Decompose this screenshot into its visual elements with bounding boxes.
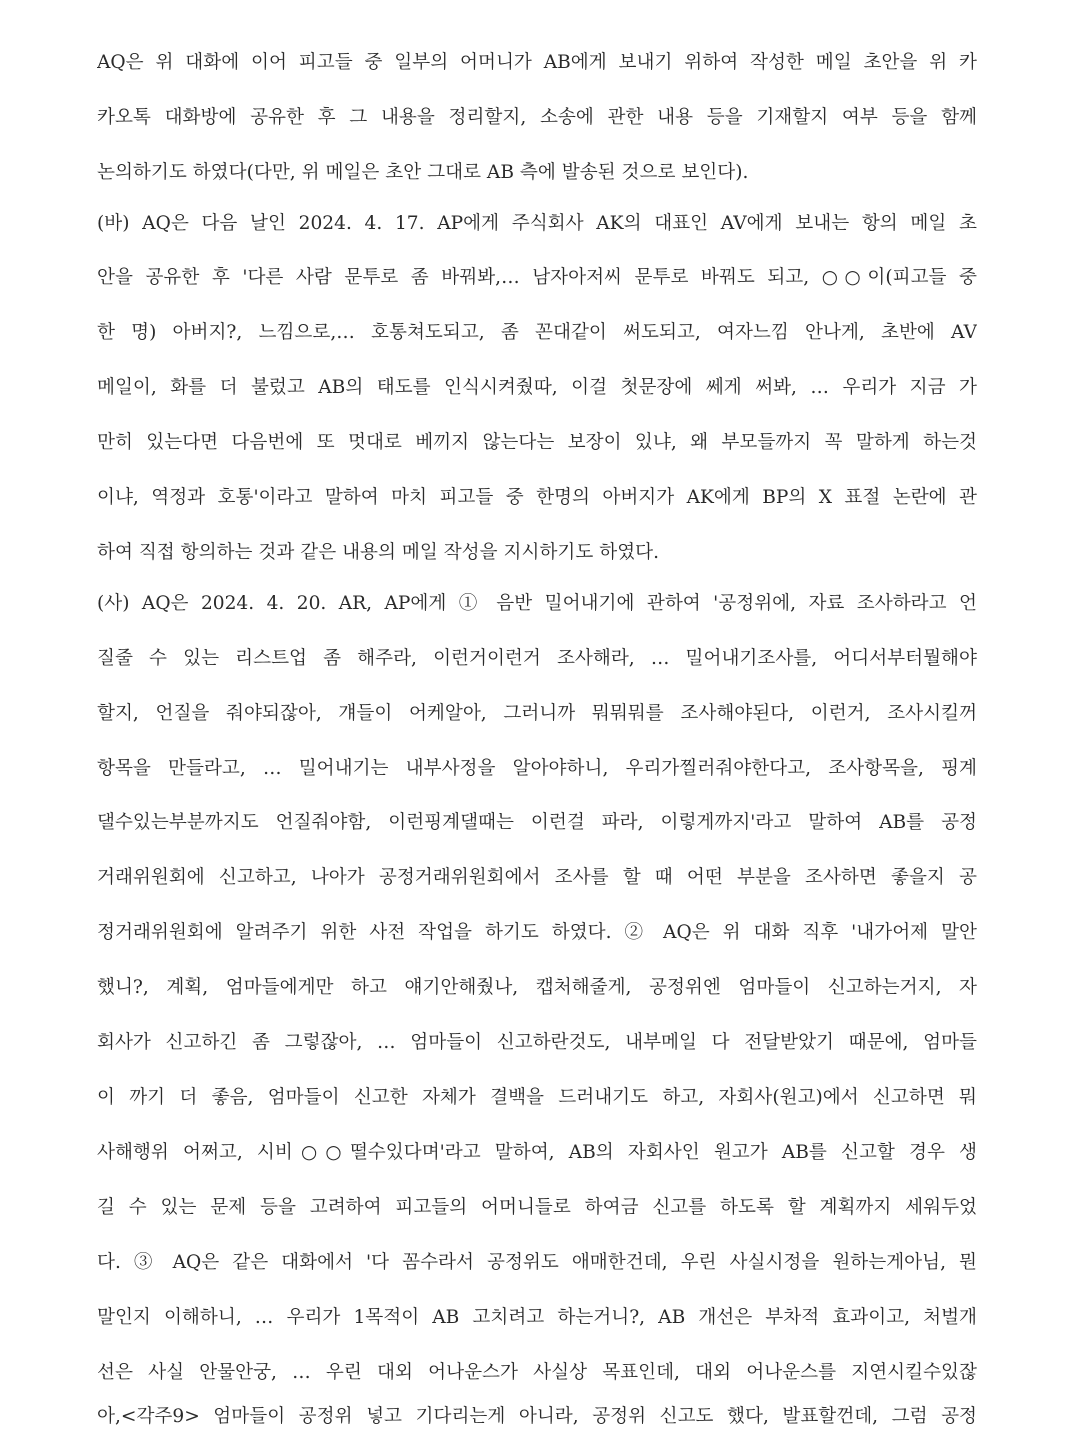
text-line: 말인지 이해하니, … 우리가 1목적이 AB 고치려고 하는거니?, AB 개선은 부차적 효과이고, 처벌개: [97, 1307, 977, 1328]
text-line: 했니?, 계획, 엄마들에게만 하고 얘기안해줬나, 캡처해줄게, 공정위엔 엄마들이 신고하는거지, 자: [97, 977, 977, 998]
text-line: 질줄 수 있는 리스트업 좀 해주라, 이런거이런거 조사해라, … 밀어내기조사를, 어디서부터뭘해야: [97, 648, 977, 669]
text-line: 하여 직접 항의하는 것과 같은 내용의 메일 작성을 지시하기도 하였다.: [97, 542, 660, 563]
text-line: (사) AQ은 2024. 4. 20. AR, AP에게 ① 음반 밀어내기에 관하여 '공정위에, 자료 조사하라고 언: [97, 593, 977, 614]
text-line: 메일이, 화를 더 불렀고 AB의 태도를 인식시켜줬따, 이걸 첫문장에 쎄게 써봐, … 우리가 지금 가: [97, 377, 977, 398]
text-line: 댈수있는부분까지도 언질줘야함, 이런핑계댈때는 이런걸 파라, 이렇게까지'라고 말하여 AB를 공정: [97, 812, 977, 833]
text-line: 정거래위원회에 알려주기 위한 사전 작업을 하기도 하였다. ② AQ은 위 대화 직후 '내가어제 말안: [97, 922, 977, 943]
text-line: 할지, 언질을 줘야되잖아, 걔들이 어케알아, 그러니까 뭐뭐뭐를 조사해야된다, 이런거, 조사시킬꺼: [97, 703, 977, 724]
text-line: 이 까기 더 좋음, 엄마들이 신고한 자체가 결백을 드러내기도 하고, 자회사(원고)에서 신고하면 뭐: [97, 1087, 977, 1108]
text-line: 선은 사실 안물안궁, … 우린 대외 어나운스가 사실상 목표인데, 대외 어나운스를 지연시킬수있잖: [97, 1362, 977, 1383]
text-line: 카오톡 대화방에 공유한 후 그 내용을 정리할지, 소송에 관한 내용 등을 기재할지 여부 등을 함께: [97, 107, 977, 128]
text-line: 안을 공유한 후 '다른 사람 문투로 좀 바꿔봐,… 남자아저씨 문투로 바꿔도 되고, ○○이(피고들 중: [97, 267, 977, 288]
text-line: 만히 있는다면 다음번에 또 멋대로 베끼지 않는다는 보장이 있냐, 왜 부모들까지 꼭 말하게 하는것: [97, 432, 977, 453]
text-line: 다. ③ AQ은 같은 대화에서 '다 꼼수라서 공정위도 애매한건데, 우린 사실시정을 원하는게아님, 뭔: [97, 1252, 977, 1273]
text-line: AQ은 위 대화에 이어 피고들 중 일부의 어머니가 AB에게 보내기 위하여 작성한 메일 초안을 위 카: [97, 52, 977, 73]
text-line: 논의하기도 하였다(다만, 위 메일은 초안 그대로 AB 측에 발송된 것으로 보인다).: [97, 162, 749, 183]
text-line: 거래위원회에 신고하고, 나아가 공정거래위원회에서 조사를 할 때 어떤 부분을 조사하면 좋을지 공: [97, 867, 977, 888]
text-line: 길 수 있는 문제 등을 고려하여 피고들의 어머니들로 하여금 신고를 하도록 할 계획까지 세워두었: [97, 1197, 977, 1218]
text-line: 항목을 만들라고, … 밀어내기는 내부사정을 알아야하니, 우리가찔러줘야한다고, 조사항목을, 핑계: [97, 758, 977, 779]
text-line: 아,<각주9> 엄마들이 공정위 넣고 기다리는게 아니라, 공정위 신고도 했다, 발표할껀데, 그럼 공정: [97, 1406, 977, 1427]
text-line: 이냐, 역정과 호통'이라고 말하여 마치 피고들 중 한명의 아버지가 AK에게 BP의 X 표절 논란에 관: [97, 487, 977, 508]
text-line: (바) AQ은 다음 날인 2024. 4. 17. AP에게 주식회사 AK의 대표인 AV에게 보내는 항의 메일 초: [97, 213, 977, 234]
text-line: 회사가 신고하긴 좀 그렇잖아, … 엄마들이 신고하란것도, 내부메일 다 전달받았기 때문에, 엄마들: [97, 1032, 977, 1053]
text-line: 한 명) 아버지?, 느낌으로,… 호통쳐도되고, 좀 꼰대같이 써도되고, 여자느낌 안나게, 초반에 AV: [97, 322, 977, 343]
text-line: 사해행위 어쩌고, 시비○○떨수있다며'라고 말하여, AB의 자회사인 원고가 AB를 신고할 경우 생: [97, 1142, 977, 1163]
